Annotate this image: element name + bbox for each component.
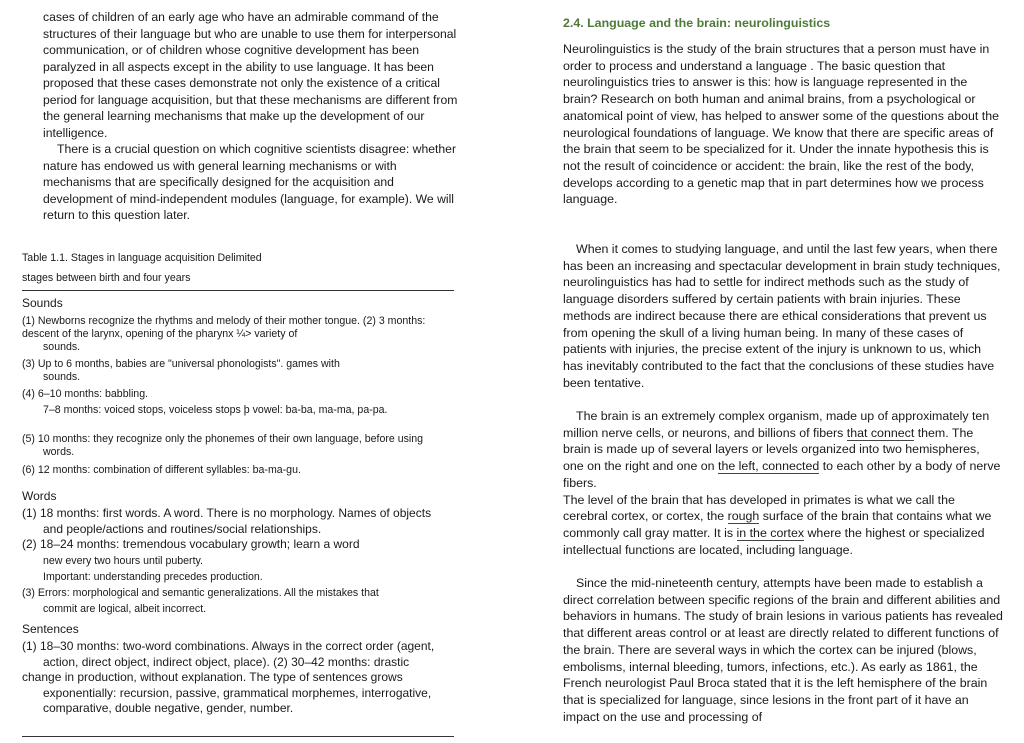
sounds-item-5-line-1: (5) 10 months: they recognize only the phonemes of their own language, before using [22, 433, 424, 445]
sounds-item-1-line-1: (1) Newborns recognize the rhythms and melody of their mother tongue. (2) 3 months: [22, 315, 426, 327]
sounds-item-3-line-1: (3) Up to 6 months, babies are "universal phonologists". games with [22, 358, 340, 370]
words-item-2-line-2: new every two hours until puberty. [43, 554, 203, 567]
table-section-sentences [22, 621, 462, 717]
table-section-sounds [22, 295, 462, 477]
paragraph-neurolinguistics-intro: Neurolinguistics is the study of the brain structures that a person must have in order to process and understand a language . The basic question that neurolinguistics tries to answer is this: how is language represented in the brain? Research on both human and animal brains, from a psychological or anatomical point of view, has helped to answer some of the questions about the neurological foundations of language. We know that there are specific areas of the brain that seem to be specialized for it. Under the innate hypothesis this is not the result of coincidence or accident: the brain, like the rest of the body, develops according to a genetic map that in part determines how we process language. [563, 42, 1000, 207]
cortex-underlined-1: rough [727, 509, 760, 524]
words-item-3-line-2: commit are logical, albeit incorrect. [43, 602, 207, 615]
words-item-3-line-1: (3) Errors: morphological and semantic generalizations. All the mistakes that [22, 586, 379, 599]
sounds-title: Sounds [22, 296, 63, 310]
paragraph-study-methods: When it comes to studying language, and until the last few years, when there has been an increasing and spectacular development in brain study techniques, neurolinguistics has had to settle for indirect methods such as the study of language disorders suffered by certain patients with brain injuries. These methods are indirect because there are ethical considerations that prevent us from opening the skull of a living human being. In many of these cases of patients with injuries, the precise extent of the injury is unknown to us, which has inevitably contributed to the fact that the conclusions of these studies have been tentative. [563, 242, 1001, 390]
sounds-item-1-line-2: descent of the larynx, opening of the pharynx ¼> variety of [22, 328, 298, 340]
words-item-1-line-1: (1) 18 months: first words. A word. There is no morphology. Names of objects [22, 506, 432, 520]
cortex-text-1: The level of the brain that has developed in primates is what we call the cerebral cortex, or cortex, the [563, 492, 955, 524]
sentences-item-1-line-5: comparative, double negative, gender, number. [43, 701, 294, 715]
sentences-title: Sentences [22, 622, 79, 636]
sentences-item-1-line-3: change in production, without explanation. The type of sentences grows [22, 670, 403, 684]
sounds-item-4-line-1: (4) 6–10 months: babbling. [22, 388, 149, 400]
sounds-item-1-line-3: sounds. [43, 341, 81, 353]
section-heading: 2.4. Language and the brain: neurolinguistics [563, 16, 831, 30]
sounds-item-4-line-2: 7–8 months: voiced stops, voiceless stops þ vowel: ba-ba, ma-ma, pa-pa. [43, 404, 388, 416]
sounds-item-3-line-2: sounds. [43, 371, 81, 383]
sounds-item-6-line-1: (6) 12 months: combination of different syllables: ba-ma-gu. [22, 464, 301, 476]
cortex-text-2: surface of the brain that contains what we commonly call gray matter. It is [563, 509, 992, 540]
brain-structure-text-1: The brain is an extremely complex organism, made up of approximately ten million nerve cells, or neurons, and billions of fibers [563, 409, 990, 440]
sounds-item-5-line-2: words. [43, 446, 75, 458]
brain-structure-text-2: them. The brain is made up of several layers or levels organized into two hemispheres, one on the right and one on [563, 425, 980, 474]
sentences-item-1-line-2: action, direct object, indirect object, place). (2) 30–42 months: drastic [43, 654, 410, 669]
table-caption-line-1: Table 1.1. Stages in language acquisition Delimited [22, 252, 262, 264]
table-section-words [22, 488, 462, 616]
table-top-rule [22, 290, 454, 291]
brain-structure-text-3: to each other by a body of nerve fibers. [563, 459, 1001, 490]
words-item-2-line-3: Important: understanding precedes production. [43, 570, 263, 583]
sentences-item-1-line-4: exponentially: recursion, passive, grammatical morphemes, interrogative, [43, 685, 432, 700]
words-item-1-line-2: and people/actions and routines/social relationships. [43, 521, 322, 536]
brain-structure-underlined-1: that connect [846, 425, 915, 440]
paragraph-brain-structure [563, 408, 1003, 558]
table-bottom-rule [22, 736, 454, 737]
sentences-item-1-line-1: (1) 18–30 months: two-word combinations. Always in the correct order (agent, [22, 639, 435, 653]
intro-text [43, 9, 461, 224]
intro-paragraph-2: There is a crucial question on which cognitive scientists disagree: whether nature has endowed us with general learning mechanisms or with mechanisms that are specifically designed for the acquisition and development of mind-independent modules (language, for example). We will return to this question later. [43, 142, 457, 222]
words-item-2-line-1: (2) 18–24 months: tremendous vocabulary growth; learn a word [22, 537, 360, 551]
table-caption-line-2: stages between birth and four years [22, 272, 191, 284]
cortex-underlined-2: in the cortex [736, 525, 805, 540]
intro-paragraph-1: cases of children of an early age who have an admirable command of the structures of their language but who are unable to use them for interpersonal communication, or of children whose cognitive development has been paralyzed in all aspects except in the ability to use language. It has been proposed that these cases demonstrate not only the existence of a critical period for language acquisition, but that these mechanisms are different from the general learning mechanisms that make up the development of our intelligence. [43, 10, 458, 140]
words-title: Words [22, 489, 57, 503]
brain-structure-underlined-2: the left, connected [718, 459, 820, 474]
cortex-text-3: where the highest or specialized intellectual functions are located, including language. [563, 525, 985, 557]
table-caption [22, 248, 462, 288]
paragraph-localization: Since the mid-nineteenth century, attempts have been made to establish a direct correlation between specific regions of the brain and different abilities and behaviors in humans. The study of brain lesions in various patients has revealed that different areas control or at least are directly related to different functions of the brain. There are several ways in which the cortex can be injured (blows, embolisms, internal bleeding, tumors, infections, etc.). As early as 1861, the French neurologist Paul Broca stated that it is the left hemisphere of the brain that is specialized for language, since lesions in the front part of it have an impact on the use and processing of [563, 576, 1003, 724]
